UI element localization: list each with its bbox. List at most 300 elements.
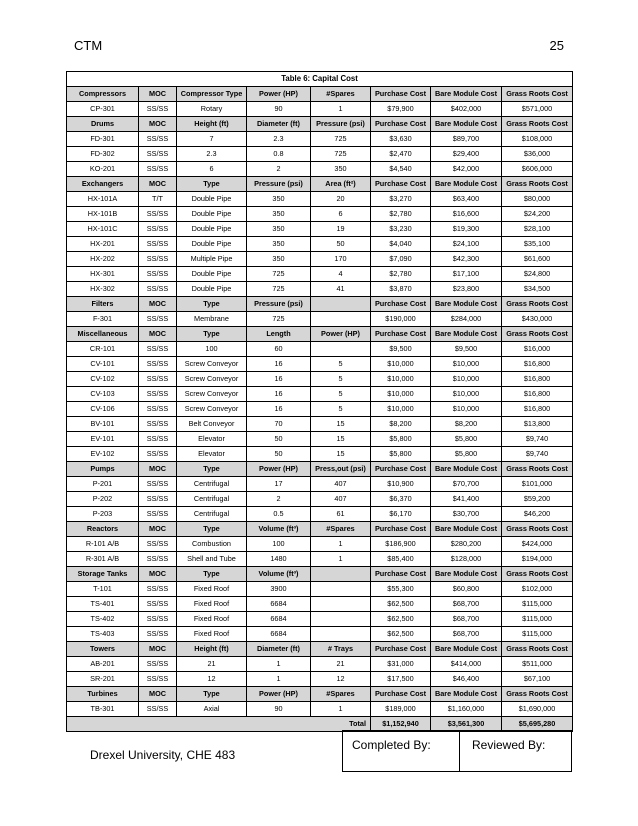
table-cell: $8,200 bbox=[431, 417, 502, 432]
page-number: 25 bbox=[549, 38, 564, 53]
table-cell: SS/SS bbox=[139, 312, 177, 327]
section-header-cell: Power (HP) bbox=[247, 87, 311, 102]
table-row bbox=[67, 537, 573, 552]
table-cell: $115,000 bbox=[502, 597, 573, 612]
table-cell: $4,540 bbox=[371, 162, 431, 177]
section-header-cell: Grass Roots Cost bbox=[502, 177, 573, 192]
section-header-row bbox=[67, 297, 573, 312]
section-header-cell: Exchangers bbox=[67, 177, 139, 192]
table-cell: 19 bbox=[311, 222, 371, 237]
table-cell: 725 bbox=[247, 282, 311, 297]
table-cell: $606,000 bbox=[502, 162, 573, 177]
table-cell: SS/SS bbox=[139, 657, 177, 672]
section-header-cell: Filters bbox=[67, 297, 139, 312]
table-cell: $17,100 bbox=[431, 267, 502, 282]
table-cell: 15 bbox=[311, 432, 371, 447]
table-cell: 17 bbox=[247, 477, 311, 492]
table-cell: 350 bbox=[247, 252, 311, 267]
table-row bbox=[67, 447, 573, 462]
table-cell: $42,300 bbox=[431, 252, 502, 267]
table-cell: CV-102 bbox=[67, 372, 139, 387]
table-cell: $101,000 bbox=[502, 477, 573, 492]
table-cell: CV-106 bbox=[67, 402, 139, 417]
table-cell: Double Pipe bbox=[177, 192, 247, 207]
table-cell: $62,500 bbox=[371, 597, 431, 612]
table-cell: SS/SS bbox=[139, 267, 177, 282]
table-cell: $68,700 bbox=[431, 597, 502, 612]
section-header-cell: Grass Roots Cost bbox=[502, 117, 573, 132]
section-header-cell: Bare Module Cost bbox=[431, 687, 502, 702]
table-cell: 407 bbox=[311, 492, 371, 507]
section-header-cell: Grass Roots Cost bbox=[502, 327, 573, 342]
table-cell bbox=[311, 342, 371, 357]
table-title: Table 6: Capital Cost bbox=[67, 72, 573, 87]
table-cell: HX-301 bbox=[67, 267, 139, 282]
section-header-row bbox=[67, 642, 573, 657]
table-cell: $9,740 bbox=[502, 447, 573, 462]
section-header-cell: MOC bbox=[139, 567, 177, 582]
table-cell: Screw Conveyor bbox=[177, 357, 247, 372]
table-cell: $62,500 bbox=[371, 612, 431, 627]
table-cell: SS/SS bbox=[139, 252, 177, 267]
total-purchase-cost: $1,152,940 bbox=[371, 717, 431, 732]
table-cell: SS/SS bbox=[139, 477, 177, 492]
table-cell: 16 bbox=[247, 357, 311, 372]
table-cell: $3,870 bbox=[371, 282, 431, 297]
section-header-cell: Power (HP) bbox=[311, 327, 371, 342]
table-cell: $16,000 bbox=[502, 342, 573, 357]
table-cell: $16,800 bbox=[502, 357, 573, 372]
section-header-cell: Diameter (ft) bbox=[247, 642, 311, 657]
section-header-row bbox=[67, 117, 573, 132]
table-cell: 6684 bbox=[247, 597, 311, 612]
table-cell: 5 bbox=[311, 357, 371, 372]
table-cell: CV-101 bbox=[67, 357, 139, 372]
table-cell: Double Pipe bbox=[177, 237, 247, 252]
table-cell: SS/SS bbox=[139, 102, 177, 117]
section-header-cell: Type bbox=[177, 462, 247, 477]
table-cell: SS/SS bbox=[139, 417, 177, 432]
table-cell: $10,000 bbox=[431, 357, 502, 372]
table-cell: $19,300 bbox=[431, 222, 502, 237]
section-header-cell: Bare Module Cost bbox=[431, 327, 502, 342]
table-cell: 2 bbox=[247, 162, 311, 177]
table-cell: 725 bbox=[247, 312, 311, 327]
section-header-cell: Diameter (ft) bbox=[247, 117, 311, 132]
capital-cost-table bbox=[66, 71, 573, 732]
table-cell: T-101 bbox=[67, 582, 139, 597]
table-cell: Rotary bbox=[177, 102, 247, 117]
section-header-row bbox=[67, 462, 573, 477]
table-cell: Elevator bbox=[177, 447, 247, 462]
section-header-cell: Bare Module Cost bbox=[431, 87, 502, 102]
table-row bbox=[67, 207, 573, 222]
section-header-cell: Purchase Cost bbox=[371, 462, 431, 477]
table-cell: SS/SS bbox=[139, 402, 177, 417]
section-header-cell: Type bbox=[177, 177, 247, 192]
table-cell: 15 bbox=[311, 447, 371, 462]
table-cell: $63,400 bbox=[431, 192, 502, 207]
table-cell: 2 bbox=[247, 492, 311, 507]
table-cell: SS/SS bbox=[139, 357, 177, 372]
total-bare-module-cost: $3,561,300 bbox=[431, 717, 502, 732]
table-cell: Centrifugal bbox=[177, 507, 247, 522]
table-cell: 90 bbox=[247, 102, 311, 117]
table-cell: 4 bbox=[311, 267, 371, 282]
table-cell: $67,100 bbox=[502, 672, 573, 687]
table-row bbox=[67, 312, 573, 327]
reviewed-by-box bbox=[459, 730, 572, 772]
table-cell: SS/SS bbox=[139, 597, 177, 612]
table-cell: $108,000 bbox=[502, 132, 573, 147]
table-row bbox=[67, 417, 573, 432]
table-cell bbox=[311, 312, 371, 327]
table-cell: $9,500 bbox=[371, 342, 431, 357]
section-header-cell: Power (HP) bbox=[247, 687, 311, 702]
table-cell: HX-101C bbox=[67, 222, 139, 237]
table-cell: 7 bbox=[177, 132, 247, 147]
table-row bbox=[67, 492, 573, 507]
section-header-cell: MOC bbox=[139, 117, 177, 132]
table-cell: $1,690,000 bbox=[502, 702, 573, 717]
section-header-cell: Purchase Cost bbox=[371, 117, 431, 132]
table-body bbox=[67, 87, 573, 717]
table-cell: HX-101B bbox=[67, 207, 139, 222]
table-cell: $284,000 bbox=[431, 312, 502, 327]
section-header-cell: Type bbox=[177, 687, 247, 702]
table-cell: 1 bbox=[311, 552, 371, 567]
table-row bbox=[67, 102, 573, 117]
table-row bbox=[67, 672, 573, 687]
section-header-cell: Purchase Cost bbox=[371, 297, 431, 312]
section-header-cell: Press,out (psi) bbox=[311, 462, 371, 477]
table-cell: 50 bbox=[247, 447, 311, 462]
section-header-cell: # Trays bbox=[311, 642, 371, 657]
table-cell: FD-301 bbox=[67, 132, 139, 147]
section-header-cell: Bare Module Cost bbox=[431, 297, 502, 312]
table-cell: SS/SS bbox=[139, 432, 177, 447]
table-cell: CV-103 bbox=[67, 387, 139, 402]
section-header-cell: Pressure (psi) bbox=[247, 297, 311, 312]
table-cell: $89,700 bbox=[431, 132, 502, 147]
reviewed-by-label: Reviewed By: bbox=[472, 738, 546, 752]
table-cell: $34,500 bbox=[502, 282, 573, 297]
table-cell: Screw Conveyor bbox=[177, 387, 247, 402]
table-cell: SS/SS bbox=[139, 672, 177, 687]
table-cell: $3,230 bbox=[371, 222, 431, 237]
table-row bbox=[67, 162, 573, 177]
table-cell: $23,800 bbox=[431, 282, 502, 297]
section-header-cell: MOC bbox=[139, 297, 177, 312]
section-header-cell: Type bbox=[177, 327, 247, 342]
table-cell: $10,000 bbox=[371, 372, 431, 387]
section-header-cell: Purchase Cost bbox=[371, 567, 431, 582]
table-cell: 170 bbox=[311, 252, 371, 267]
table-cell: $5,800 bbox=[431, 432, 502, 447]
table-cell: KO-201 bbox=[67, 162, 139, 177]
table-cell: SS/SS bbox=[139, 537, 177, 552]
table-cell: 6 bbox=[177, 162, 247, 177]
section-header-cell: Purchase Cost bbox=[371, 177, 431, 192]
table-cell: $10,000 bbox=[371, 387, 431, 402]
table-cell: SS/SS bbox=[139, 132, 177, 147]
completed-by-box bbox=[342, 730, 460, 772]
table-cell bbox=[311, 597, 371, 612]
table-cell: 5 bbox=[311, 372, 371, 387]
section-header-cell: Purchase Cost bbox=[371, 327, 431, 342]
table-row bbox=[67, 372, 573, 387]
table-cell: TS-402 bbox=[67, 612, 139, 627]
section-header-cell: MOC bbox=[139, 177, 177, 192]
table-cell: 6684 bbox=[247, 612, 311, 627]
table-cell: 3900 bbox=[247, 582, 311, 597]
table-cell: Belt Conveyor bbox=[177, 417, 247, 432]
section-header-cell: Bare Module Cost bbox=[431, 522, 502, 537]
section-header-cell: MOC bbox=[139, 462, 177, 477]
table-cell: Screw Conveyor bbox=[177, 372, 247, 387]
table-row bbox=[67, 192, 573, 207]
section-header-cell: Miscellaneous bbox=[67, 327, 139, 342]
section-header-cell: Turbines bbox=[67, 687, 139, 702]
table-cell: 1480 bbox=[247, 552, 311, 567]
table-cell: 15 bbox=[311, 417, 371, 432]
section-header-row bbox=[67, 567, 573, 582]
table-cell: $16,600 bbox=[431, 207, 502, 222]
table-cell: Multiple Pipe bbox=[177, 252, 247, 267]
table-cell: $7,090 bbox=[371, 252, 431, 267]
table-cell: 350 bbox=[247, 192, 311, 207]
table-cell: SS/SS bbox=[139, 492, 177, 507]
table-cell: SS/SS bbox=[139, 162, 177, 177]
table-cell: $10,000 bbox=[371, 357, 431, 372]
completed-by-label: Completed By: bbox=[352, 738, 431, 752]
table-cell: SS/SS bbox=[139, 207, 177, 222]
table-cell: $2,780 bbox=[371, 207, 431, 222]
section-header-cell: Grass Roots Cost bbox=[502, 567, 573, 582]
table-cell: $10,900 bbox=[371, 477, 431, 492]
table-cell: $79,900 bbox=[371, 102, 431, 117]
table-cell: $28,100 bbox=[502, 222, 573, 237]
section-header-cell: Height (ft) bbox=[177, 642, 247, 657]
table-cell: 12 bbox=[311, 672, 371, 687]
section-header-cell: Height (ft) bbox=[177, 117, 247, 132]
table-row bbox=[67, 612, 573, 627]
table-cell: $5,800 bbox=[371, 432, 431, 447]
table-row bbox=[67, 222, 573, 237]
table-cell: $4,040 bbox=[371, 237, 431, 252]
table-cell: $10,000 bbox=[371, 402, 431, 417]
table-cell: SS/SS bbox=[139, 447, 177, 462]
table-cell: 1 bbox=[311, 702, 371, 717]
table-row bbox=[67, 357, 573, 372]
table-row bbox=[67, 147, 573, 162]
table-cell: Fixed Roof bbox=[177, 582, 247, 597]
footer-institution: Drexel University, CHE 483 bbox=[90, 748, 236, 762]
table-cell: 407 bbox=[311, 477, 371, 492]
table-cell: CR-101 bbox=[67, 342, 139, 357]
section-header-cell: MOC bbox=[139, 327, 177, 342]
table-cell: R-301 A/B bbox=[67, 552, 139, 567]
table-row bbox=[67, 252, 573, 267]
table-cell: Double Pipe bbox=[177, 282, 247, 297]
table-cell: $2,470 bbox=[371, 147, 431, 162]
section-header-cell: Reactors bbox=[67, 522, 139, 537]
table-cell: $190,000 bbox=[371, 312, 431, 327]
table-cell: $194,000 bbox=[502, 552, 573, 567]
table-cell: 1 bbox=[311, 537, 371, 552]
table-cell: $70,700 bbox=[431, 477, 502, 492]
table-cell: $9,500 bbox=[431, 342, 502, 357]
total-grass-roots-cost: $5,695,280 bbox=[502, 717, 573, 732]
table-cell: $24,200 bbox=[502, 207, 573, 222]
section-header-cell: Grass Roots Cost bbox=[502, 462, 573, 477]
table-cell bbox=[311, 582, 371, 597]
table-row bbox=[67, 582, 573, 597]
table-cell: P-201 bbox=[67, 477, 139, 492]
table-cell: $16,800 bbox=[502, 402, 573, 417]
table-cell: CP-301 bbox=[67, 102, 139, 117]
table-cell: $10,000 bbox=[431, 372, 502, 387]
section-header-cell: Purchase Cost bbox=[371, 687, 431, 702]
table-cell: Fixed Roof bbox=[177, 612, 247, 627]
table-cell: $402,000 bbox=[431, 102, 502, 117]
table-row bbox=[67, 267, 573, 282]
table-cell: $85,400 bbox=[371, 552, 431, 567]
table-cell: $36,000 bbox=[502, 147, 573, 162]
table-cell: 350 bbox=[311, 162, 371, 177]
table-cell: 100 bbox=[247, 537, 311, 552]
table-cell: $35,100 bbox=[502, 237, 573, 252]
table-cell: 5 bbox=[311, 402, 371, 417]
table-cell: $55,300 bbox=[371, 582, 431, 597]
table-cell: Centrifugal bbox=[177, 492, 247, 507]
section-header-cell: Bare Module Cost bbox=[431, 567, 502, 582]
table-cell: $24,100 bbox=[431, 237, 502, 252]
table-cell: TS-403 bbox=[67, 627, 139, 642]
table-cell: $115,000 bbox=[502, 627, 573, 642]
section-header-cell: Pressure (psi) bbox=[247, 177, 311, 192]
table-row bbox=[67, 507, 573, 522]
table-cell: 350 bbox=[247, 237, 311, 252]
table-cell: 725 bbox=[311, 132, 371, 147]
table-cell: $61,600 bbox=[502, 252, 573, 267]
table-cell: T/T bbox=[139, 192, 177, 207]
section-header-cell: Type bbox=[177, 567, 247, 582]
section-header-cell: Drums bbox=[67, 117, 139, 132]
table-cell: $5,800 bbox=[371, 447, 431, 462]
section-header-cell bbox=[311, 567, 371, 582]
section-header-row bbox=[67, 87, 573, 102]
table-cell: 60 bbox=[247, 342, 311, 357]
table-cell: $13,800 bbox=[502, 417, 573, 432]
section-header-cell: MOC bbox=[139, 522, 177, 537]
section-header-cell: Bare Module Cost bbox=[431, 462, 502, 477]
table-cell: $571,000 bbox=[502, 102, 573, 117]
table-cell: $115,000 bbox=[502, 612, 573, 627]
table-cell: $17,500 bbox=[371, 672, 431, 687]
table-cell: $46,400 bbox=[431, 672, 502, 687]
section-header-cell: Grass Roots Cost bbox=[502, 87, 573, 102]
table-cell: $29,400 bbox=[431, 147, 502, 162]
table-cell: 20 bbox=[311, 192, 371, 207]
table-cell: SS/SS bbox=[139, 552, 177, 567]
section-header-row bbox=[67, 177, 573, 192]
table-cell: EV-101 bbox=[67, 432, 139, 447]
section-header-cell: Grass Roots Cost bbox=[502, 522, 573, 537]
table-cell: SS/SS bbox=[139, 702, 177, 717]
table-cell: $3,270 bbox=[371, 192, 431, 207]
table-cell: $41,400 bbox=[431, 492, 502, 507]
table-cell: $186,900 bbox=[371, 537, 431, 552]
section-header-cell: Type bbox=[177, 297, 247, 312]
section-header-cell: Pumps bbox=[67, 462, 139, 477]
section-header-cell: #Spares bbox=[311, 687, 371, 702]
section-header-cell bbox=[311, 297, 371, 312]
table-cell: $102,000 bbox=[502, 582, 573, 597]
table-row bbox=[67, 702, 573, 717]
table-cell: $414,000 bbox=[431, 657, 502, 672]
table-cell: $424,000 bbox=[502, 537, 573, 552]
section-header-cell: Compressor Type bbox=[177, 87, 247, 102]
table-cell: SS/SS bbox=[139, 387, 177, 402]
table-cell: 350 bbox=[247, 222, 311, 237]
table-cell: Shell and Tube bbox=[177, 552, 247, 567]
table-cell: EV-102 bbox=[67, 447, 139, 462]
table-cell: $8,200 bbox=[371, 417, 431, 432]
table-cell: BV-101 bbox=[67, 417, 139, 432]
table-cell: HX-201 bbox=[67, 237, 139, 252]
table-cell: TB-301 bbox=[67, 702, 139, 717]
table-cell: HX-302 bbox=[67, 282, 139, 297]
table-cell: 16 bbox=[247, 402, 311, 417]
table-cell: 0.5 bbox=[247, 507, 311, 522]
table-cell: 5 bbox=[311, 387, 371, 402]
table-cell: SS/SS bbox=[139, 582, 177, 597]
table-cell: SS/SS bbox=[139, 372, 177, 387]
table-cell: 725 bbox=[247, 267, 311, 282]
table-cell: $6,370 bbox=[371, 492, 431, 507]
table-cell: SS/SS bbox=[139, 147, 177, 162]
table-cell: HX-202 bbox=[67, 252, 139, 267]
table-cell: 50 bbox=[247, 432, 311, 447]
page-header-title: CTM bbox=[74, 38, 103, 53]
table-row bbox=[67, 132, 573, 147]
table-cell: SS/SS bbox=[139, 612, 177, 627]
table-cell: $24,800 bbox=[502, 267, 573, 282]
table-cell: 16 bbox=[247, 372, 311, 387]
table-cell: $5,800 bbox=[431, 447, 502, 462]
table-cell: 1 bbox=[247, 672, 311, 687]
table-cell: $16,800 bbox=[502, 387, 573, 402]
section-header-cell: Volume (ft³) bbox=[247, 522, 311, 537]
section-header-row bbox=[67, 687, 573, 702]
table-row bbox=[67, 342, 573, 357]
section-header-cell: MOC bbox=[139, 642, 177, 657]
table-row bbox=[67, 552, 573, 567]
section-header-cell: Power (HP) bbox=[247, 462, 311, 477]
table-cell: FD-302 bbox=[67, 147, 139, 162]
table-cell: SS/SS bbox=[139, 237, 177, 252]
table-cell: Combustion bbox=[177, 537, 247, 552]
table-cell: SS/SS bbox=[139, 282, 177, 297]
table-cell: $189,000 bbox=[371, 702, 431, 717]
table-cell bbox=[311, 612, 371, 627]
total-label: Total bbox=[67, 717, 371, 732]
table-cell: $68,700 bbox=[431, 612, 502, 627]
table-cell: $511,000 bbox=[502, 657, 573, 672]
table-cell: $10,000 bbox=[431, 402, 502, 417]
section-header-cell: Compressors bbox=[67, 87, 139, 102]
